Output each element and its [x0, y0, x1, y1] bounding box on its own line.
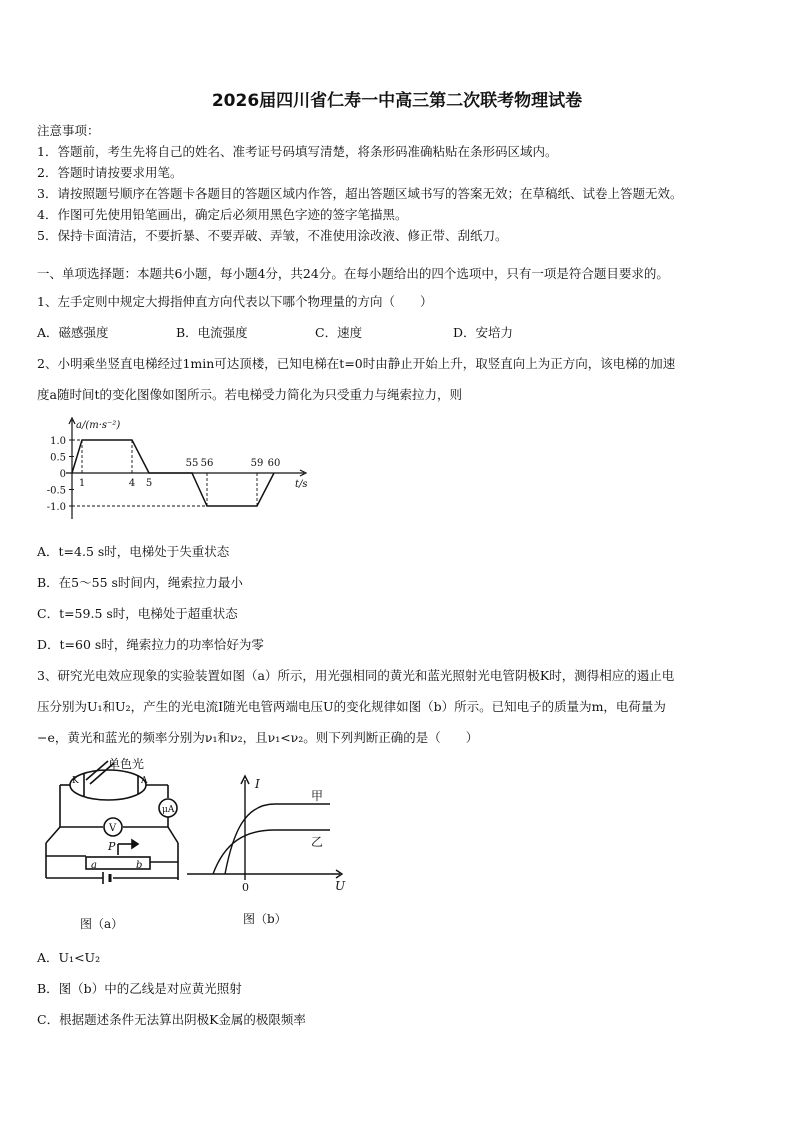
x-tick-label: 56	[200, 458, 214, 469]
notice-item: 1．答题前，考生先将自己的姓名、准考证号码填写清楚，将条形码准确粘贴在条形码区域内。	[37, 144, 558, 159]
q3-stem: 3、研究光电效应现象的实验装置如图（a）所示，用光强相同的黄光和蓝光照射光电管阴极K时，测得相应的遏止电	[37, 668, 675, 683]
q2-option-d: D．t=60 s时，绳索拉力的功率恰好为零	[37, 637, 264, 652]
curve-yi-label: 乙	[311, 835, 324, 849]
x-axis-label: t/s	[295, 479, 308, 490]
q1-option-d: D．安培力	[453, 325, 514, 340]
rheostat-end-a: a	[91, 860, 97, 871]
y-tick-label: -1.0	[46, 502, 66, 513]
y-axis-label: a/(m·s⁻²)	[76, 420, 121, 431]
figure-a-caption: 图（a）	[80, 917, 124, 931]
q3-option-a: A．U₁<U₂	[37, 950, 101, 965]
q3-stem: −e，黄光和蓝光的频率分别为ν₁和ν₂，且ν₁<ν₂。则下列判断正确的是（ ）	[37, 730, 479, 745]
x-tick-label: 59	[250, 458, 264, 469]
notice-item: 3．请按照题号顺序在答题卡各题目的答题区域内作答，超出答题区域书写的答案无效；在草稿纸、试卷上答题无效。	[37, 186, 683, 201]
voltage-axis-label: U	[335, 879, 346, 893]
y-tick-label: 0	[59, 469, 66, 480]
anode-label: A	[141, 776, 148, 786]
q2-stem: 度a随时间t的变化图像如图所示。若电梯受力简化为只受重力与绳索拉力，则	[37, 387, 462, 402]
notice-heading: 注意事项：	[37, 123, 100, 138]
q1-option-c: C．速度	[315, 325, 363, 340]
x-tick-label: 55	[185, 458, 199, 469]
q1-option-b: B．电流强度	[176, 325, 248, 340]
q1-stem: 1、左手定则中规定大拇指伸直方向代表以下哪个物理量的方向（ ）	[37, 294, 433, 309]
notice-item: 5．保持卡面清洁，不要折暴、不要弄破、弄皱，不准使用涂改液、修正带、刮纸刀。	[37, 228, 508, 243]
q3-option-b: B．图（b）中的乙线是对应黄光照射	[37, 981, 242, 996]
rheostat-end-b: b	[136, 860, 143, 871]
acceleration-time-graph	[30, 418, 310, 528]
x-tick-label: 60	[267, 458, 281, 469]
q2-option-a: A．t=4.5 s时，电梯处于失重状态	[37, 544, 230, 559]
y-tick-label: -0.5	[46, 485, 66, 497]
section-heading: 一、单项选择题：本题共6小题，每小题4分，共24分。在每小题给出的四个选项中，只有一项是符合题目要求的。	[37, 266, 669, 281]
current-axis-label: I	[255, 777, 260, 791]
iu-curve-graph	[185, 772, 345, 932]
q2-stem: 2、小明乘坐竖直电梯经过1min可达顶楼，已知电梯在t=0时由静止开始上升，取竖直向上为正方向，该电梯的加速	[37, 356, 676, 371]
x-tick-label: 5	[145, 478, 153, 489]
origin-label: 0	[242, 881, 249, 894]
circuit-diagram	[38, 758, 188, 933]
q1-option-a: A．磁感强度	[37, 325, 109, 340]
light-label: 单色光	[108, 757, 145, 771]
x-tick-label: 1	[78, 478, 86, 489]
y-tick-label: 0.5	[50, 452, 66, 464]
q3-option-c: C．根据题述条件无法算出阴极K金属的极限频率	[37, 1012, 306, 1027]
q2-option-b: B．在5～55 s时间内，绳索拉力最小	[37, 575, 243, 590]
slider-label: P	[108, 840, 116, 853]
y-tick-label: 1.0	[50, 436, 66, 447]
notice-item: 2．答题时请按要求用笔。	[37, 165, 183, 180]
figure-b-caption: 图（b）	[243, 912, 287, 926]
cathode-label: K	[72, 776, 79, 786]
x-tick-label: 4	[128, 478, 136, 489]
voltmeter-label: V	[109, 823, 117, 834]
q3-stem: 压分别为U₁和U₂，产生的光电流I随光电管两端电压U的变化规律如图（b）所示。已知电子的质量为m，电荷量为	[37, 699, 666, 714]
ammeter-label: μA	[162, 805, 175, 815]
curve-jia-label: 甲	[311, 789, 324, 803]
q2-option-c: C．t=59.5 s时，电梯处于超重状态	[37, 606, 238, 621]
notice-item: 4．作图可先使用铅笔画出，确定后必须用黑色字迹的签字笔描黑。	[37, 207, 408, 222]
page-title: 2026届四川省仁寿一中高三第二次联考物理试卷	[211, 91, 583, 111]
